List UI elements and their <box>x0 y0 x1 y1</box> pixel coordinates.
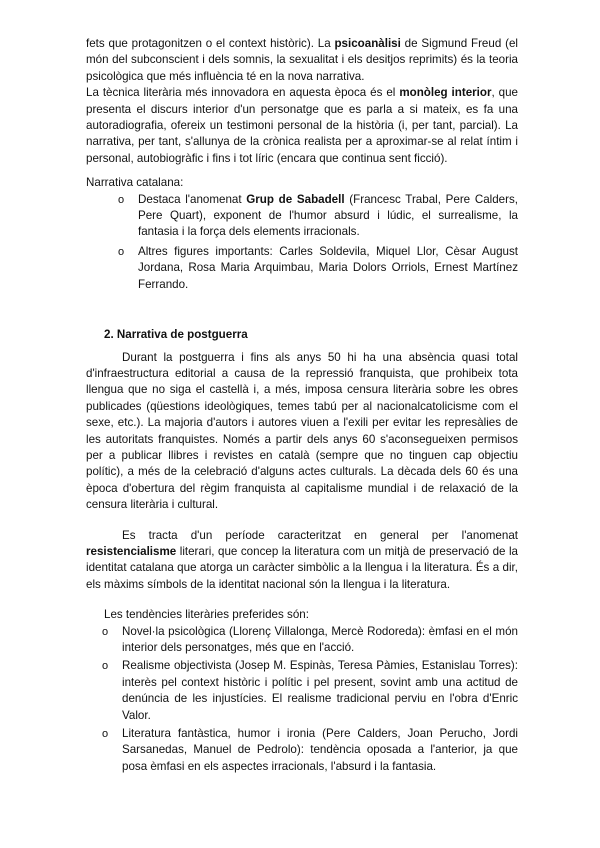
bullet-icon: o <box>102 728 109 741</box>
list-item <box>102 726 518 775</box>
bold-term-monoleg-interior: monòleg interior <box>399 86 492 100</box>
bold-term-psicoanalisi: psicoanàlisi <box>334 37 401 50</box>
bullet-icon: o <box>118 245 125 258</box>
bold-term-grup-sabadell: Grup de Sabadell <box>246 192 345 206</box>
narrativa-catalana-list <box>86 192 518 293</box>
text-run: de Sigmund Freud (el món del subconscient i dels somnis, la sexualitat i els desitjos reprimits) és la teoria psicològica que més influència té en la nova narrativa. <box>86 37 518 83</box>
postguerra-paragraph-2 <box>86 528 518 594</box>
text-run: Literatura fantàstica, humor i ironia (Pere Calders, Joan Perucho, Jordi Sarsanedas, Manuel de Pedrolo): tendència oposada a l'anterior, ja que posa èmfasi en els aspectes irracionals, l'absurd i la fantasia. <box>122 727 518 773</box>
list-item <box>102 624 518 657</box>
bold-term-resistencialisme: resistencialisme <box>86 544 177 558</box>
narrativa-catalana-label: Narrativa catalana: <box>86 176 184 190</box>
postguerra-paragraph-1: Durant la postguerra i fins als anys 50 hi ha una absència quasi total d'infraestructura editorial a causa de la repressió franquista, que prohibeix tota llengua que no siga el castellà i, a més, imposa censura literària sobre les obres publicades (qüestions ideològiques, temes tabú per al nacionalcatolicisme com el sexe, etc.). La majoria d'autors i autores viuen a l'exili per evitar les represàlies de les autoritats franquistes. Només a partir dels anys 60 s'aconsegueixen permisos per a publicar llibres i revistes en català (sempre que no tinguen cap objectiu polític), a més de la celebració d'alguns actes culturals. La dècada dels 60 és una època d'obertura del règim franquista al capitalisme mundial i de relaxació de la censura literària i cultural. <box>86 350 518 512</box>
list-item <box>118 192 518 241</box>
list-item <box>118 244 518 293</box>
text-run: La tècnica literària més innovadora en aquesta època és el <box>86 86 400 100</box>
intro-paragraph-1 <box>86 36 518 85</box>
tendencies-label: Les tendències literàries preferides són: <box>104 608 309 622</box>
bullet-icon: o <box>118 193 125 206</box>
text-run: , que presenta el discurs interior d'un personatge que es parla a si mateix, es fa una autoradiografia, ofereix un testimoni personal de la història (i, per tant, parcial). La narrativa, per tant, s'allunya de la crònica realista per a aproximar-se al relat íntim i personal, autobiogràfic i fins i tot líric (encara que continua sent ficció). <box>86 86 519 165</box>
section-heading: 2. Narrativa de postguerra <box>104 328 248 342</box>
text-run: (Francesc Trabal, Pere Calders, Pere Quart), exponent de l'humor absurd i lúdic, el surrealisme, la fantasia i la força dels elements irracionals. <box>138 192 518 239</box>
tendencies-list <box>86 624 518 776</box>
text-run: Realisme objectivista (Josep M. Espinàs, Teresa Pàmies, Estanislau Torres): interès pel context històric i polític i pel present, sovint amb una actitud de denúncia de les injustícies. El realisme tradicional perviu en l'obra d'Enric Valor. <box>122 659 518 722</box>
document-page <box>86 36 518 777</box>
text-run: Destaca l'anomenat <box>138 192 247 206</box>
text-run: Altres figures importants: Carles Soldevila, Miquel Llor, Cèsar August Jordana, Rosa Maria Arquimbau, Maria Dolors Orriols, Ernest Martínez Ferrando. <box>138 244 518 291</box>
list-item <box>102 658 518 724</box>
bullet-icon: o <box>102 625 109 638</box>
text-run: Novel·la psicològica (Llorenç Villalonga, Mercè Rodoreda): èmfasi en el món interior dels personatges, més que en l'acció. <box>122 624 518 654</box>
bullet-icon: o <box>102 660 109 673</box>
intro-paragraph-2 <box>86 85 518 167</box>
text-run: Es tracta d'un període caracteritzat en general per l'anomenat <box>122 528 518 542</box>
text-run: fets que protagonitzen o el context històric). La <box>86 37 335 50</box>
text-run: literari, que concep la literatura com un mitjà de preservació de la identitat catalana que atorga un caràcter simbòlic a la llengua i la literatura. És a dir, els màxims símbols de la identitat nacional són la llengua i la literatura. <box>86 544 518 591</box>
